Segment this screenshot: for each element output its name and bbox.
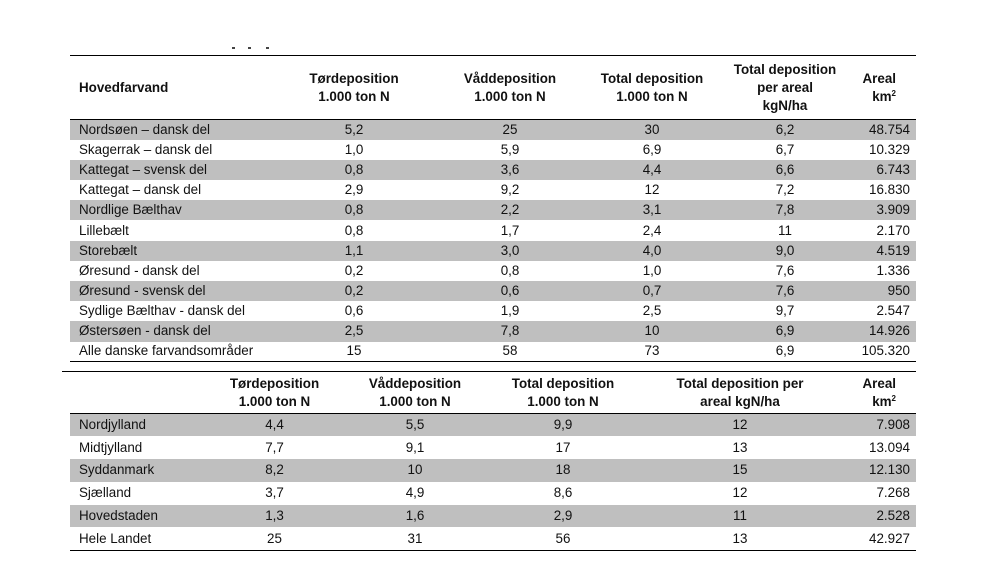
cell-per-area: 6,9 [723, 342, 847, 362]
table-total-row [70, 342, 916, 362]
cell-per-area: 12 [640, 414, 840, 437]
cell-area: 12.130 [840, 459, 916, 482]
table-row [70, 301, 916, 321]
cell-name: Kattegat – dansk del [79, 182, 202, 198]
cell-area: 13.094 [869, 439, 910, 455]
cell-per-area: 9,7 [775, 303, 795, 319]
cell-per-area: 7,8 [723, 200, 847, 220]
cell-per-area: 6,7 [775, 141, 795, 157]
table-row [70, 261, 916, 281]
cell-wet: 0,6 [439, 281, 581, 301]
col-header-wet: Våddeposition 1.000 ton N [439, 56, 581, 120]
cell-dry: 0,2 [344, 262, 364, 278]
cell-total: 0,7 [581, 281, 723, 301]
col-header-name: Hovedfarvand [70, 56, 269, 120]
cell-total: 4,4 [581, 160, 723, 180]
cell-per-area: 7,6 [723, 281, 847, 301]
cell-wet: 3,0 [439, 241, 581, 261]
cell-dry: 0,8 [269, 160, 439, 180]
cell-wet: 9,2 [500, 182, 520, 198]
col-header-total: Total deposition 1.000 ton N [486, 372, 640, 414]
cell-area: 1.336 [876, 262, 910, 278]
table-row [70, 321, 916, 341]
table-row [70, 220, 916, 240]
cell-total: 17 [555, 439, 571, 455]
cell-dry: 7,7 [265, 439, 284, 455]
cell-total: 12 [644, 182, 660, 198]
table-row [70, 482, 916, 505]
table-header-row [70, 56, 916, 120]
cell-wet: 2,2 [439, 200, 581, 220]
cell-wet: 5,5 [344, 414, 486, 437]
cell-name: Alle danske farvandsområder [70, 342, 269, 362]
cell-dry: 15 [269, 342, 439, 362]
cell-total: 4,0 [581, 241, 723, 261]
table-row [70, 414, 916, 437]
col-header-area: Areal $km^2$ [840, 372, 916, 414]
cell-wet: 31 [344, 527, 486, 550]
cell-name: Østersøen - dansk del [70, 321, 269, 341]
cell-wet: 58 [439, 342, 581, 362]
regions-deposition-table [70, 371, 916, 551]
cell-name: Nordjylland [70, 414, 205, 437]
cell-wet: 5,9 [500, 141, 520, 157]
cell-area: 950 [847, 281, 916, 301]
col-header-per-area: Total deposition per areal kgN/ha [723, 56, 847, 120]
cell-total: 10 [581, 321, 723, 341]
cell-dry: 1,1 [269, 241, 439, 261]
col-header-wet: Våddeposition 1.000 ton N [344, 372, 486, 414]
cell-name: Kattegat – svensk del [70, 160, 269, 180]
cell-name: Nordlige Bælthav [70, 200, 269, 220]
cell-area: 48.754 [847, 120, 916, 140]
col-header-total: Total deposition 1.000 ton N [581, 56, 723, 120]
cell-per-area: 15 [640, 459, 840, 482]
cell-name: Skagerrak – dansk del [79, 141, 213, 157]
cell-dry: 4,4 [205, 414, 344, 437]
cell-total: 6,9 [642, 141, 662, 157]
cell-area: 4.519 [847, 241, 916, 261]
cell-area: 3.909 [847, 200, 916, 220]
cell-wet: 10 [344, 459, 486, 482]
cell-wet: 3,6 [439, 160, 581, 180]
cell-name: Nordsøen – dansk del [70, 120, 269, 140]
cell-per-area: 13 [732, 439, 748, 455]
cell-name: Hovedstaden [70, 505, 205, 528]
cell-total: 3,1 [581, 200, 723, 220]
rule-stub [62, 371, 70, 372]
cell-dry: 8,2 [205, 459, 344, 482]
col-header-area: Areal $km^2$ [847, 56, 916, 120]
cell-wet: 4,9 [405, 485, 425, 501]
sea-areas-deposition-table [70, 55, 916, 362]
cell-area: 7.908 [840, 414, 916, 437]
cell-dry: 5,2 [269, 120, 439, 140]
cell-per-area: 7,2 [775, 182, 795, 198]
cell-name: Hele Landet [70, 527, 205, 550]
cell-name: Sydlige Bælthav - dansk del [79, 303, 245, 319]
cell-per-area: 6,9 [723, 321, 847, 341]
cell-dry: 1,0 [344, 141, 364, 157]
cropped-text-fragment [232, 47, 272, 50]
cell-dry: 3,7 [265, 485, 284, 501]
col-header-dry: Tørdeposition 1.000 ton N [205, 372, 344, 414]
cell-wet: 0,8 [500, 262, 520, 278]
cell-dry: 0,8 [269, 200, 439, 220]
cell-wet: 25 [439, 120, 581, 140]
cell-area: 7.268 [876, 485, 910, 501]
cell-name: Lillebælt [79, 222, 129, 238]
cell-name: Sjælland [79, 485, 132, 501]
cell-total: 9,9 [486, 414, 640, 437]
cell-total: 2,9 [486, 505, 640, 528]
table-row [70, 241, 916, 261]
cell-dry: 25 [205, 527, 344, 550]
table-row [70, 505, 916, 528]
cell-area: 6.743 [847, 160, 916, 180]
cell-dry: 0,2 [269, 281, 439, 301]
cell-name: Midtjylland [79, 439, 143, 455]
cell-dry: 0,6 [344, 303, 364, 319]
cell-name: Storebælt [70, 241, 269, 261]
cell-total: 2,4 [642, 222, 662, 238]
cell-total: 56 [486, 527, 640, 550]
cell-name: Øresund - dansk del [79, 262, 200, 278]
table-row [70, 120, 916, 140]
cell-total: 8,6 [553, 485, 573, 501]
cell-per-area: 11 [778, 222, 792, 238]
cell-wet: 1,9 [500, 303, 520, 319]
table-row [70, 459, 916, 482]
table-row [70, 200, 916, 220]
cell-name: Øresund - svensk del [70, 281, 269, 301]
cell-per-area: 6,6 [723, 160, 847, 180]
table-total-row [70, 527, 916, 550]
cell-per-area: 13 [640, 527, 840, 550]
cell-wet: 1,7 [500, 222, 520, 238]
cell-dry: 2,9 [344, 182, 364, 198]
cell-area: 42.927 [840, 527, 916, 550]
col-header-per-area: Total deposition per areal kgN/ha [640, 372, 840, 414]
cell-area: 16.830 [869, 182, 910, 198]
cell-per-area: 12 [732, 485, 748, 501]
cell-per-area: 9,0 [723, 241, 847, 261]
col-header-dry: Tørdeposition 1.000 ton N [269, 56, 439, 120]
cell-area: 2.170 [876, 222, 910, 238]
cell-wet: 1,6 [344, 505, 486, 528]
cell-name: Syddanmark [70, 459, 205, 482]
cell-dry: 0,8 [344, 222, 364, 238]
cell-dry: 2,5 [269, 321, 439, 341]
cell-area: 10.329 [869, 141, 910, 157]
cell-dry: 1,3 [205, 505, 344, 528]
cell-total: 2,5 [642, 303, 662, 319]
cell-area: 2.528 [840, 505, 916, 528]
table-row [70, 281, 916, 301]
table-row [70, 436, 916, 459]
cell-total: 1,0 [642, 262, 662, 278]
cell-wet: 9,1 [405, 439, 425, 455]
cell-total: 73 [581, 342, 723, 362]
cell-total: 30 [581, 120, 723, 140]
table-header-row [70, 372, 916, 414]
cell-wet: 7,8 [439, 321, 581, 341]
cell-area: 105.320 [847, 342, 916, 362]
cell-per-area: 6,2 [723, 120, 847, 140]
cell-total: 18 [486, 459, 640, 482]
table-row [70, 160, 916, 180]
cell-per-area: 7,6 [775, 262, 795, 278]
col-header-name [70, 372, 205, 414]
cell-per-area: 11 [640, 505, 840, 528]
cell-area: 2.547 [876, 303, 910, 319]
table-row [70, 180, 916, 200]
table-row [70, 140, 916, 160]
cell-area: 14.926 [847, 321, 916, 341]
